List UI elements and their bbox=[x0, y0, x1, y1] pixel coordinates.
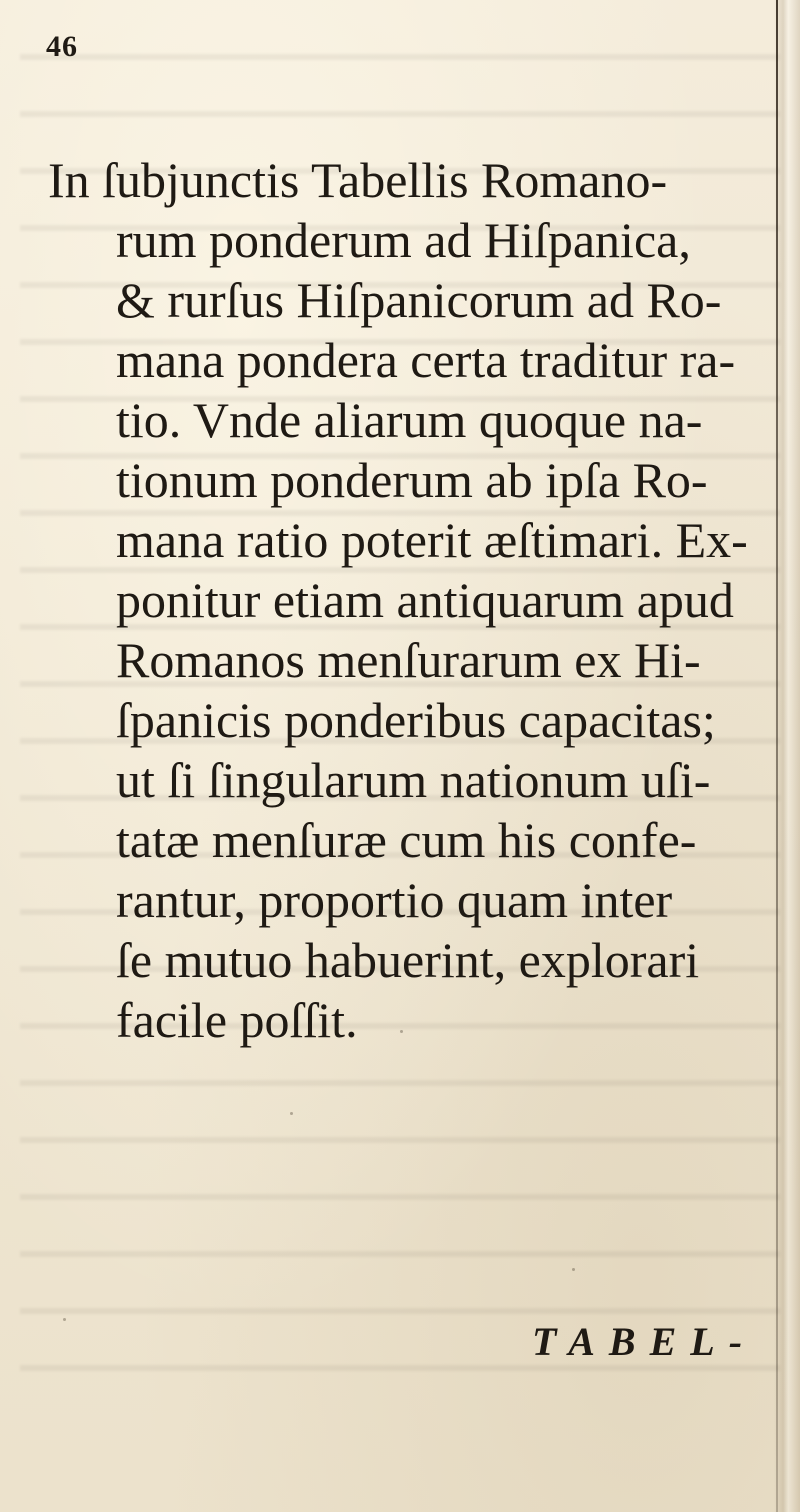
paper-speck bbox=[63, 1318, 66, 1321]
text-line: ponitur etiam antiquarum apud bbox=[116, 572, 734, 628]
text-line: tio. Vnde aliarum quoque na- bbox=[116, 392, 703, 448]
text-line: facile poſſit. bbox=[116, 992, 358, 1048]
paper-speck bbox=[572, 1268, 575, 1271]
paper-speck bbox=[290, 1112, 293, 1115]
text-line: & rurſus Hiſpanicorum ad Ro- bbox=[116, 272, 722, 328]
text-line: In ſubjunctis Tabellis Romano- bbox=[48, 152, 668, 208]
text-line: Romanos menſurarum ex Hi- bbox=[116, 632, 701, 688]
catchword: TABEL- bbox=[532, 1319, 757, 1364]
text-line: ſpanicis ponderibus capacitas; bbox=[116, 692, 716, 748]
paper-speck bbox=[400, 1030, 403, 1033]
text-line: mana pondera certa traditur ra- bbox=[116, 332, 736, 388]
text-line: ut ſi ſingularum nationum uſi- bbox=[116, 752, 711, 808]
text-line: rum ponderum ad Hiſpanica, bbox=[116, 212, 691, 268]
text-line: rantur, proportio quam inter bbox=[116, 872, 673, 928]
text-line: tionum ponderum ab ipſa Ro- bbox=[116, 452, 708, 508]
text-line: ſe mutuo habuerint, explorari bbox=[116, 932, 700, 988]
page-number: 46 bbox=[46, 30, 78, 63]
text-line: mana ratio poterit æſtimari. Ex- bbox=[116, 512, 748, 568]
text-line: tatæ menſuræ cum his confe- bbox=[116, 812, 697, 868]
